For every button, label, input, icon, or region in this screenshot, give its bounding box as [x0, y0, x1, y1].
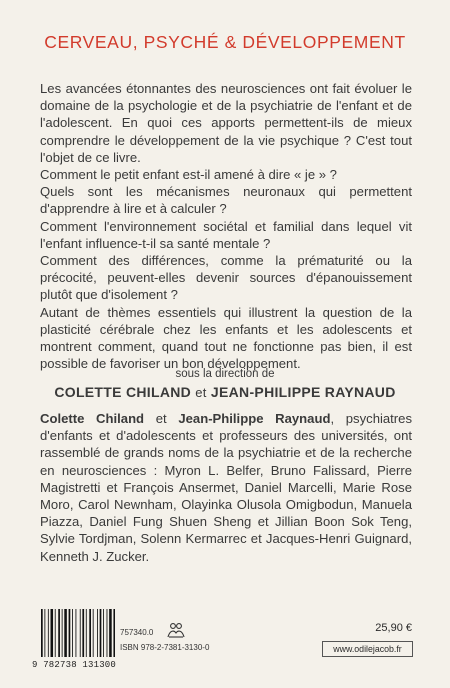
intro-paragraph: Comment le petit enfant est-il amené à dire « je » ?: [40, 167, 337, 183]
publisher-url: www.odilejacob.fr: [322, 641, 413, 657]
intro-paragraph: Autant de thèmes essentiels qui illustrent la question de la plasticité cérébrale chez les enfants et les adolescents et montrent comment, quand tout ne fonctionne pas bien, il est possible de favoriser un bon développement.: [40, 304, 412, 372]
product-code: 757340.0: [120, 628, 154, 637]
isbn-text: ISBN 978-2-7381-3130-0: [120, 643, 210, 652]
bio-paragraph: [40, 410, 412, 565]
intro-paragraph: Comment l'environnement sociétal et familial dans lequel vit l'enfant influence-t-il sa santé mentale ?: [40, 218, 412, 251]
bio-name: Colette Chiland: [40, 411, 145, 426]
publisher-logo-icon: [165, 621, 187, 639]
direction-label: sous la direction de: [175, 368, 275, 380]
editor-name: COLETTE CHILAND: [54, 384, 192, 400]
intro-paragraph: Quels sont les mécanismes neuronaux qui permettent d'apprendre à lire et à calculer ?: [40, 184, 412, 217]
editors-line: [0, 384, 450, 400]
barcode-number: 9 782738 131300: [32, 660, 117, 670]
back-cover-blurb: [40, 80, 412, 372]
bio-text: , psychiatres d'enfants et d'adolescents et professeurs des universités, ont rassemblé de grands noms de la psychiatrie et de la recherche en neurosciences : Myron L. Belfer, Bruno Falissard, Pierre Magistretti et François Ansermet, Daniel Marcelli, Marie Rose Moro, Carol Newnham, Olayinka Olusola Omigbodun, Manuela Piazza, Daniel Fung Shuen Sheng et Jillian Boon Sok Teng, Sylvie Tordjman, Solenn Kermarrec et Jacques-Henri Guignard, Kenneth J. Zucker.: [40, 411, 412, 564]
editors-connector: et: [195, 385, 207, 400]
intro-paragraph: Les avancées étonnantes des neurosciences ont fait évoluer le domaine de la psychologie et de la psychiatrie de l'enfant et de l'adolescent. En quoi ces apports permettent-ils de mieux comprendre le développement de la vie psychique ? C'est tout l'objet de ce livre.: [40, 81, 412, 165]
intro-paragraph: Comment des différences, comme la prématurité ou la précocité, peuvent-elles devenir sources d'épanouissement plutôt que d'isolement ?: [40, 253, 412, 303]
price-label: 25,90 €: [375, 622, 412, 634]
barcode-icon: [40, 609, 115, 657]
bio-name: Jean-Philippe Raynaud: [178, 411, 331, 426]
editors-bio: [40, 410, 412, 565]
book-title: CERVEAU, PSYCHÉ & DÉVELOPPEMENT: [44, 32, 406, 52]
bio-connector: et: [144, 411, 179, 426]
editor-name: JEAN-PHILIPPE RAYNAUD: [210, 384, 396, 400]
